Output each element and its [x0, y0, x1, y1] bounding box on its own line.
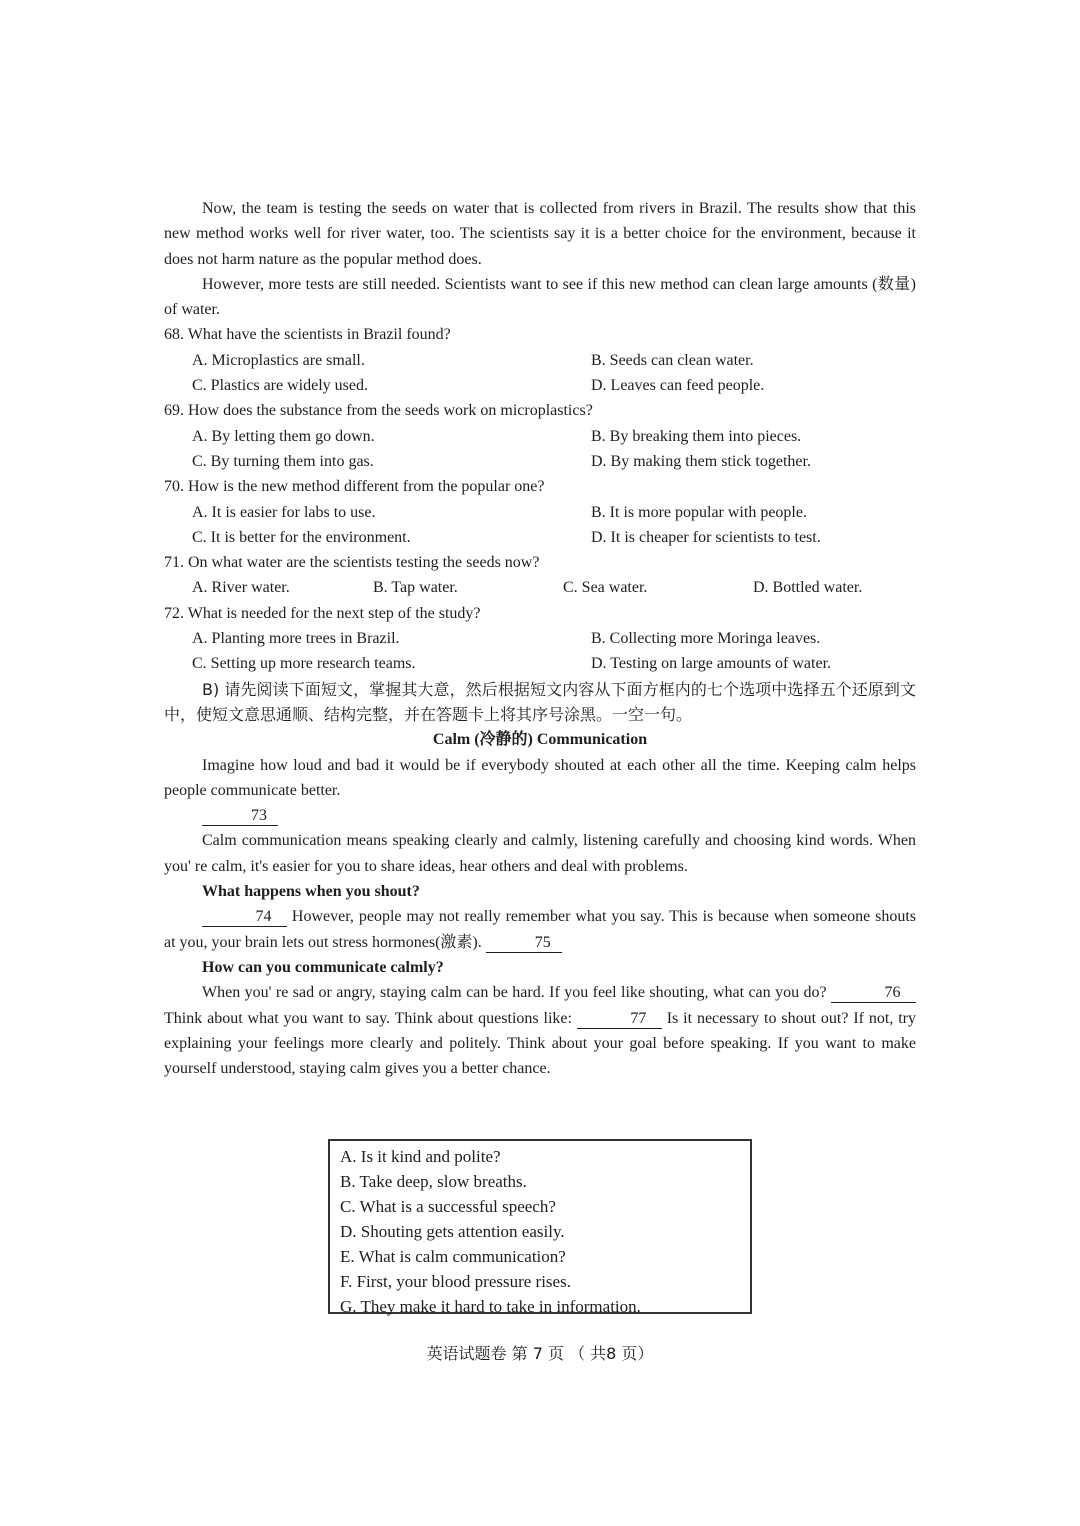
- option-b: B. By breaking them into pieces.: [591, 427, 802, 445]
- box-option-f: F. First, your blood pressure rises.: [340, 1272, 571, 1291]
- option-d: D. By making them stick together.: [591, 452, 811, 470]
- passage-paragraph-2: However, more tests are still needed. Scientists want to see if this new method can clean large amounts (数量) of water.: [164, 275, 916, 319]
- box-option-e: E. What is calm communication?: [340, 1247, 566, 1266]
- question-70: [164, 474, 916, 550]
- option-d: D. Leaves can feed people.: [591, 377, 765, 395]
- blank-74: 74: [202, 908, 287, 927]
- paragraph-3-text: However, people may not really remember what you say. This is because when someone shouts at you, your brain lets out stress hormones(激素).: [164, 908, 916, 951]
- subheading-shout: What happens when you shout?: [202, 883, 420, 901]
- paragraph-4-text-b: Think about what you want to say. Think about questions like:: [164, 1009, 572, 1027]
- question-text: 71. On what water are the scientists testing the seeds now?: [164, 554, 540, 572]
- page-footer: 英语试题卷 第 7 页 （ 共8 页）: [426, 1344, 654, 1363]
- option-b: B. It is more popular with people.: [591, 503, 807, 521]
- option-d: D. Testing on large amounts of water.: [591, 655, 832, 673]
- blank-76: 76: [831, 984, 916, 1003]
- section-b-paragraph-1: Imagine how loud and bad it would be if everybody shouted at each other all the time. Keeping calm helps people communicate better.: [164, 756, 916, 799]
- page-content: [164, 196, 916, 1081]
- section-b-paragraph-2: Calm communication means speaking clearly and calmly, listening carefully and choosing kind words. When you' re calm, it's easier for you to share ideas, hear others and deal with problems.: [164, 832, 916, 875]
- passage-title: Calm (冷静的) Communication: [432, 731, 648, 749]
- blank-73: 73: [202, 807, 278, 826]
- box-option-d: D. Shouting gets attention easily.: [340, 1222, 565, 1241]
- option-c: C. Plastics are widely used.: [192, 377, 368, 395]
- option-a: A. River water.: [192, 579, 290, 597]
- option-a: A. It is easier for labs to use.: [192, 503, 376, 521]
- paragraph-4-text-a: When you' re sad or angry, staying calm can be hard. If you feel like shouting, what can you do?: [202, 984, 827, 1002]
- box-option-b: B. Take deep, slow breaths.: [340, 1172, 527, 1191]
- section-b-paragraph-3: [164, 904, 916, 955]
- option-a: A. Microplastics are small.: [192, 351, 365, 369]
- option-d: D. It is cheaper for scientists to test.: [591, 528, 821, 546]
- paragraph-4-text-c: Is it necessary to shout out? If not, try explaining your feelings more clearly and politely. Think about your goal before speaking. If you want to make yourself understood, staying calm gives you a better chance.: [164, 1009, 917, 1078]
- blank-73-line: [164, 803, 916, 828]
- question-71: [164, 550, 916, 601]
- option-a: A. By letting them go down.: [192, 427, 375, 445]
- option-d: D. Bottled water.: [753, 579, 863, 597]
- section-b-instruction: B) 请先阅读下面短文，掌握其大意，然后根据短文内容从下面方框内的七个选项中选择五个还原到文中，使短文意思通顺、结构完整，并在答题卡上将其序号涂黑。一空一句。: [164, 679, 916, 724]
- question-69: [164, 398, 916, 474]
- option-a: A. Planting more trees in Brazil.: [192, 630, 400, 648]
- question-text: 68. What have the scientists in Brazil found?: [164, 326, 451, 344]
- question-68: [164, 322, 916, 398]
- blank-75: 75: [486, 934, 562, 953]
- option-c: C. Sea water.: [563, 579, 648, 597]
- option-c: C. By turning them into gas.: [192, 452, 374, 470]
- box-option-a: A. Is it kind and polite?: [340, 1147, 501, 1166]
- question-text: 70. How is the new method different from the popular one?: [164, 478, 545, 496]
- passage-paragraph-1: Now, the team is testing the seeds on water that is collected from rivers in Brazil. The results show that this new method works well for river water, too. The scientists say it is a better choice for the environment, because it does not harm nature as the popular method does.: [164, 200, 916, 268]
- subheading-calm: How can you communicate calmly?: [202, 958, 444, 976]
- option-c: C. Setting up more research teams.: [192, 655, 416, 673]
- option-b: B. Collecting more Moringa leaves.: [591, 630, 821, 648]
- box-option-c: C. What is a successful speech?: [340, 1197, 556, 1216]
- option-b: B. Seeds can clean water.: [591, 351, 754, 369]
- section-b-paragraph-4: [164, 980, 916, 1081]
- question-72: [164, 601, 916, 677]
- question-text: 69. How does the substance from the seeds work on microplastics?: [164, 402, 593, 420]
- option-c: C. It is better for the environment.: [192, 528, 411, 546]
- blank-77: 77: [577, 1010, 662, 1029]
- option-b: B. Tap water.: [373, 579, 458, 597]
- question-text: 72. What is needed for the next step of the study?: [164, 604, 481, 622]
- box-option-g: G. They make it hard to take in information.: [340, 1297, 641, 1316]
- options-box: [328, 1139, 752, 1314]
